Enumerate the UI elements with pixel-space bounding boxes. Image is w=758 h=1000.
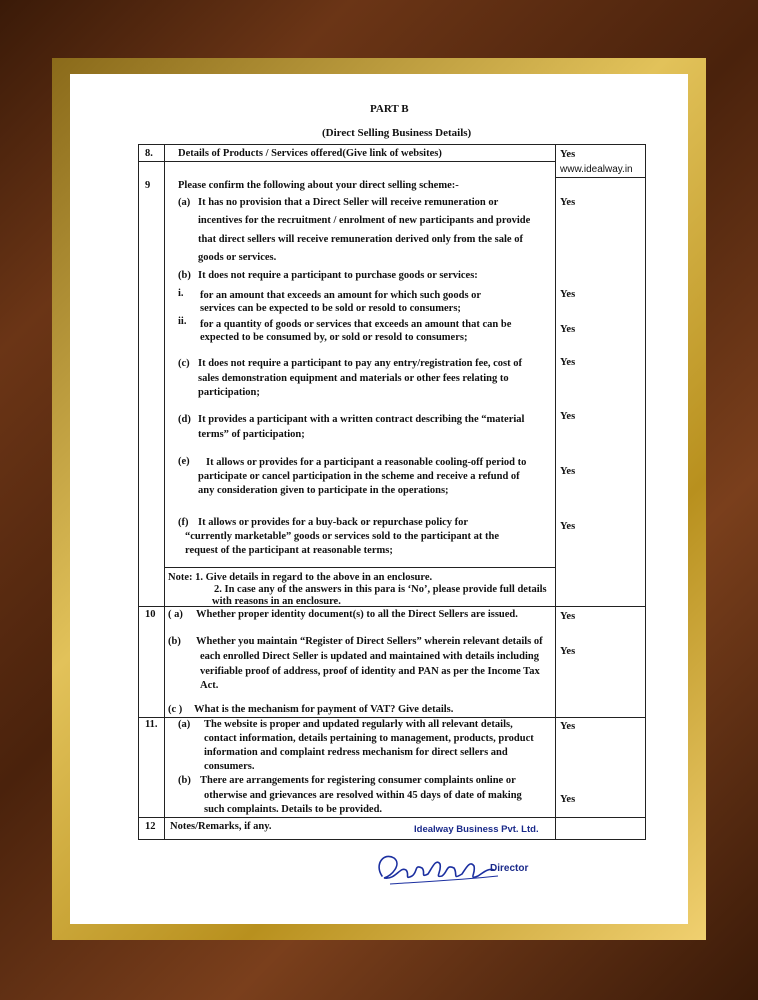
item-text-line: sales demonstration equipment and materials or other fees relating to	[198, 373, 509, 384]
item-text-line: It allows or provides for a buy-back or repurchase policy for	[198, 517, 469, 528]
signatory-title: Director	[490, 863, 529, 874]
item-label: i.	[178, 288, 184, 299]
item-text-line: Whether you maintain “Register of Direct Sellers” wherein relevant details of	[196, 636, 543, 647]
item-text-line: It does not require a participant to purchase goods or services:	[198, 270, 478, 281]
item-text-line: for a quantity of goods or services that exceeds an amount that can be	[200, 319, 512, 330]
answer: Yes	[560, 357, 576, 368]
item-label: (b)	[178, 270, 191, 281]
answer: Yes	[560, 721, 576, 732]
page-title: PART B	[370, 103, 409, 115]
item-text-line: Act.	[200, 680, 219, 691]
note-line: 2. In case any of the answers in this para is ‘No’, please provide full details	[214, 584, 547, 595]
item-text-line: terms” of participation;	[198, 429, 305, 440]
item-label: (a)	[178, 197, 191, 208]
item-text-line: that direct sellers will receive remuneration derived only from the sale of	[198, 234, 523, 245]
item-text-line: participation;	[198, 387, 260, 398]
item-text-line: services can be expected to be sold or resold to consumers;	[200, 303, 461, 314]
item-text-line: contact information, details pertaining to management, products, product	[204, 733, 534, 744]
item-text-line: goods or services.	[198, 252, 277, 263]
answer: Yes	[560, 324, 576, 335]
item-label: ( a)	[168, 609, 183, 620]
table-col-divider	[164, 144, 165, 840]
table-border-left	[138, 144, 139, 840]
answer: Yes	[560, 611, 576, 622]
item-label: (c)	[178, 358, 190, 369]
row-intro: Please confirm the following about your direct selling scheme:-	[178, 180, 459, 191]
item-label: (b)	[178, 775, 191, 786]
item-text-line: What is the mechanism for payment of VAT? Give details.	[194, 704, 454, 715]
item-text-line: request of the participant at reasonable terms;	[185, 545, 393, 556]
row-number: 9	[145, 180, 151, 191]
item-text-line: any consideration given to participate in the operations;	[198, 485, 449, 496]
answer: Yes	[560, 411, 576, 422]
item-text-line: for an amount that exceeds an amount for which such goods or	[200, 290, 482, 301]
item-text-line: participate or cancel participation in the scheme and receive a refund of	[198, 471, 520, 482]
item-text-line: It provides a participant with a written contract describing the “material	[198, 414, 525, 425]
row-number: 10	[145, 609, 156, 620]
row-number: 8.	[145, 148, 153, 159]
page-subtitle: (Direct Selling Business Details)	[322, 127, 472, 139]
answer: Yes	[560, 466, 576, 477]
item-text-line: Whether proper identity document(s) to all the Direct Sellers are issued.	[196, 609, 518, 620]
note-line: with reasons in an enclosure.	[212, 596, 341, 607]
item-text-line: There are arrangements for registering consumer complaints online or	[200, 775, 516, 786]
item-text-line: The website is proper and updated regularly with all relevant details,	[204, 719, 513, 730]
table-border-bottom	[138, 839, 646, 840]
table-border-top	[138, 144, 646, 145]
item-label: (a)	[178, 719, 191, 730]
item-label: (c )	[168, 704, 183, 715]
item-text-line: verifiable proof of address, proof of identity and PAN as per the Income Tax	[200, 666, 540, 677]
note-top-divider	[164, 567, 555, 568]
item-text-line: information and complaint redress mechanism for direct sellers and	[204, 747, 508, 758]
document-page	[70, 74, 688, 924]
item-label: (e)	[178, 456, 190, 467]
table-border-right	[645, 144, 646, 840]
item-text-line: such complaints. Details to be provided.	[204, 804, 383, 815]
answer: Yes	[560, 646, 576, 657]
note-line: Note: 1. Give details in regard to the above in an enclosure.	[168, 572, 433, 583]
table-ans-divider	[555, 144, 556, 840]
signature-image	[370, 846, 510, 896]
item-text-line: “currently marketable” goods or services sold to the participant at the	[185, 531, 499, 542]
item-text-line: It has no provision that a Direct Seller will receive remuneration or	[198, 197, 499, 208]
row-text: Notes/Remarks, if any.	[170, 821, 272, 832]
item-text-line: expected to be consumed by, or sold or resold to consumers;	[200, 332, 468, 343]
answer: Yes	[560, 149, 576, 160]
item-text-line: It does not require a participant to pay any entry/registration fee, cost of	[198, 358, 523, 369]
company-stamp: Idealway Business Pvt. Ltd.	[414, 824, 539, 835]
row-number: 11.	[145, 719, 158, 730]
item-label: ii.	[178, 316, 187, 327]
item-text-line: It allows or provides for a participant a reasonable cooling-off period to	[206, 457, 527, 468]
item-label: (d)	[178, 414, 191, 425]
item-text-line: consumers.	[204, 761, 255, 772]
item-label: (b)	[168, 636, 181, 647]
row-text: Details of Products / Services offered(Give link of websites)	[178, 148, 442, 159]
row-number: 12	[145, 821, 156, 832]
item-label: (f)	[178, 517, 189, 528]
answer: Yes	[560, 289, 576, 300]
item-text-line: incentives for the recruitment / enrolment of new participants and provide	[198, 215, 531, 226]
answer: Yes	[560, 521, 576, 532]
item-text-line: each enrolled Direct Seller is updated and maintained with details including	[200, 651, 539, 662]
website-link[interactable]: www.idealway.in	[560, 164, 633, 175]
answer: Yes	[560, 794, 576, 805]
answer: Yes	[560, 197, 576, 208]
item-text-line: otherwise and grievances are resolved within 45 days of date of making	[204, 790, 522, 801]
